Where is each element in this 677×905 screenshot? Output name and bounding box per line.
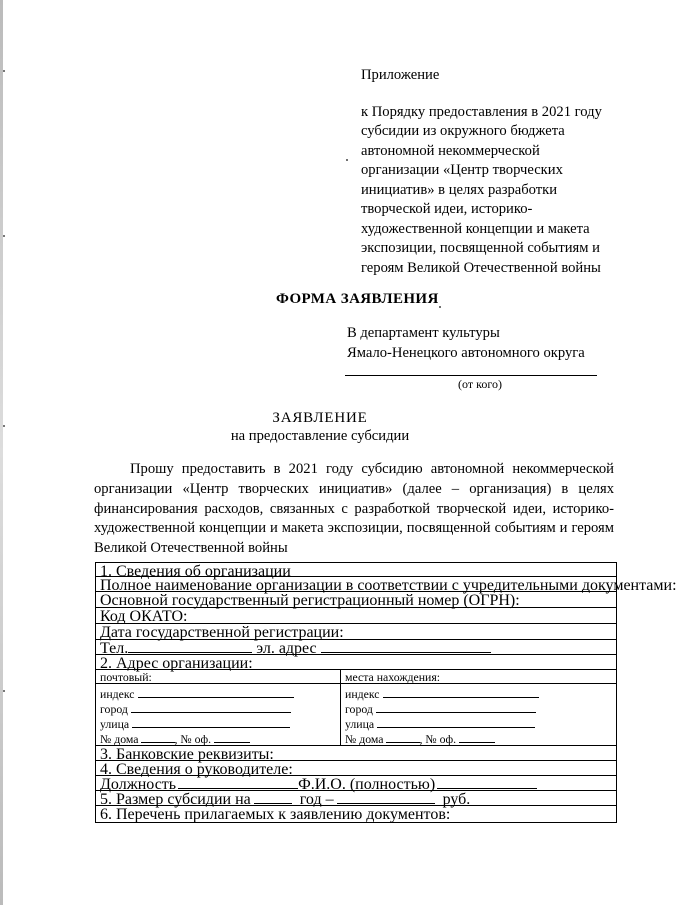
section-org-info: 1. Сведения об организации xyxy=(100,563,291,580)
table-row xyxy=(96,563,616,580)
scan-speck xyxy=(3,235,5,237)
field-year: год – xyxy=(299,791,334,808)
location-street-label: улица xyxy=(345,717,375,731)
phone-blank xyxy=(128,642,252,653)
table-row xyxy=(96,791,616,806)
scan-edge xyxy=(0,0,3,905)
appendix-line: к Порядку предоставления в 2021 году xyxy=(361,103,602,120)
table-row xyxy=(96,640,616,655)
scan-speck xyxy=(346,159,348,161)
label-postal-address: почтовый: xyxy=(100,670,152,684)
statement-subtitle: на предоставление субсидии xyxy=(230,428,410,444)
field-ogrn: Основной государственный регистрационный номер (ОГРН): xyxy=(100,592,520,609)
section-address: 2. Адрес организации: xyxy=(100,655,253,672)
appendix-line: инициатив» в целях разработки xyxy=(361,181,558,198)
postal-house-label: № дома xyxy=(100,732,139,746)
scan-speck xyxy=(3,70,5,72)
sender-caption: (от кого) xyxy=(458,377,502,391)
postal-house-row xyxy=(100,732,250,746)
location-city-blank xyxy=(376,702,536,713)
appendix-line: экспозиции, посвященной событиям и xyxy=(361,240,600,256)
statement-title: ЗАЯВЛЕНИЕ xyxy=(272,410,368,426)
location-index-label: индекс xyxy=(345,687,380,701)
postal-index-blank xyxy=(138,687,294,698)
postal-index-row xyxy=(100,687,294,701)
table-row xyxy=(96,592,616,608)
label-location-address: места нахождения: xyxy=(345,670,441,684)
postal-street-label: улица xyxy=(100,717,130,731)
field-registration-date: Дата государственной регистрации: xyxy=(100,624,344,641)
recipient-line: Ямало-Ненецкого автономного округа xyxy=(347,344,585,361)
section-manager: 4. Сведения о руководителе: xyxy=(100,761,293,778)
postal-street-row xyxy=(100,717,290,731)
postal-office-blank xyxy=(214,732,250,743)
postal-city-blank xyxy=(131,702,291,713)
subsidy-amount-blank xyxy=(337,793,435,804)
location-city-label: город xyxy=(345,702,373,716)
position-blank xyxy=(178,778,298,789)
location-office-label: , № оф. xyxy=(419,732,457,746)
appendix-line: автономной некоммерческой xyxy=(361,142,540,159)
location-house-row xyxy=(345,732,495,746)
table-row xyxy=(96,776,616,791)
table-row xyxy=(96,746,616,761)
form-title: ФОРМА ЗАЯВЛЕНИЯ xyxy=(276,291,439,307)
column-divider xyxy=(340,670,341,745)
postal-office-label: , № оф. xyxy=(174,732,212,746)
email-blank xyxy=(321,642,491,653)
table-row xyxy=(96,577,677,594)
location-index-blank xyxy=(383,687,539,698)
scan-speck xyxy=(439,306,441,308)
field-email: эл. адрес xyxy=(256,640,317,657)
subsidy-year-blank xyxy=(254,793,292,804)
field-fio: Ф.И.О. (полностью) xyxy=(298,776,436,793)
fio-blank xyxy=(437,778,537,789)
table-row xyxy=(96,624,616,640)
field-okato: Код ОКАТО: xyxy=(100,608,188,625)
postal-house-blank xyxy=(141,732,175,743)
location-city-row xyxy=(345,702,536,716)
field-currency: руб. xyxy=(442,791,471,808)
location-index-row xyxy=(345,687,539,701)
table-row xyxy=(96,608,616,624)
scan-speck xyxy=(3,690,5,692)
statement-body: Прошу предоставить в 2021 году субсидию автономной некоммерческой организации «Центр творческих инициатив» (далее – организация) в целях финансирования расходов, связанных с разработкой творческой идеи, историко-художественной концепции и макета экспозиции, посвященной событиям и героям Великой Отечественной войны xyxy=(94,461,614,557)
appendix-line: субсидии из окружного бюджета xyxy=(361,123,565,139)
appendix-line: творческой идеи, историко- xyxy=(361,201,533,217)
recipient-line: В департамент культуры xyxy=(347,325,500,341)
table-row xyxy=(96,655,616,670)
sender-line xyxy=(345,375,597,376)
field-phone: Тел. xyxy=(100,640,129,657)
table-row xyxy=(96,806,616,821)
field-subsidy-amount: 5. Размер субсидии на xyxy=(100,791,251,808)
location-house-label: № дома xyxy=(345,732,384,746)
postal-street-blank xyxy=(132,717,290,728)
location-office-blank xyxy=(459,732,495,743)
field-position: Должность xyxy=(100,776,177,793)
section-documents: 6. Перечень прилагаемых к заявлению документов: xyxy=(100,806,451,823)
location-house-blank xyxy=(386,732,420,743)
recipient-block xyxy=(347,324,617,363)
appendix-block xyxy=(361,66,623,278)
postal-index-label: индекс xyxy=(100,687,135,701)
postal-city-row xyxy=(100,702,291,716)
field-full-name: Полное наименование организации в соответствии с учредительными документами: xyxy=(100,577,677,594)
location-street-blank xyxy=(377,717,535,728)
table-row xyxy=(96,761,616,776)
appendix-line: художественной концепции и макета xyxy=(361,220,590,237)
appendix-line: организации «Центр творческих xyxy=(361,162,563,178)
postal-city-label: город xyxy=(100,702,128,716)
section-bank-details: 3. Банковские реквизиты: xyxy=(100,746,274,763)
appendix-line: героям Великой Отечественной войны xyxy=(361,259,601,276)
location-street-row xyxy=(345,717,535,731)
appendix-title: Приложение xyxy=(361,67,440,83)
